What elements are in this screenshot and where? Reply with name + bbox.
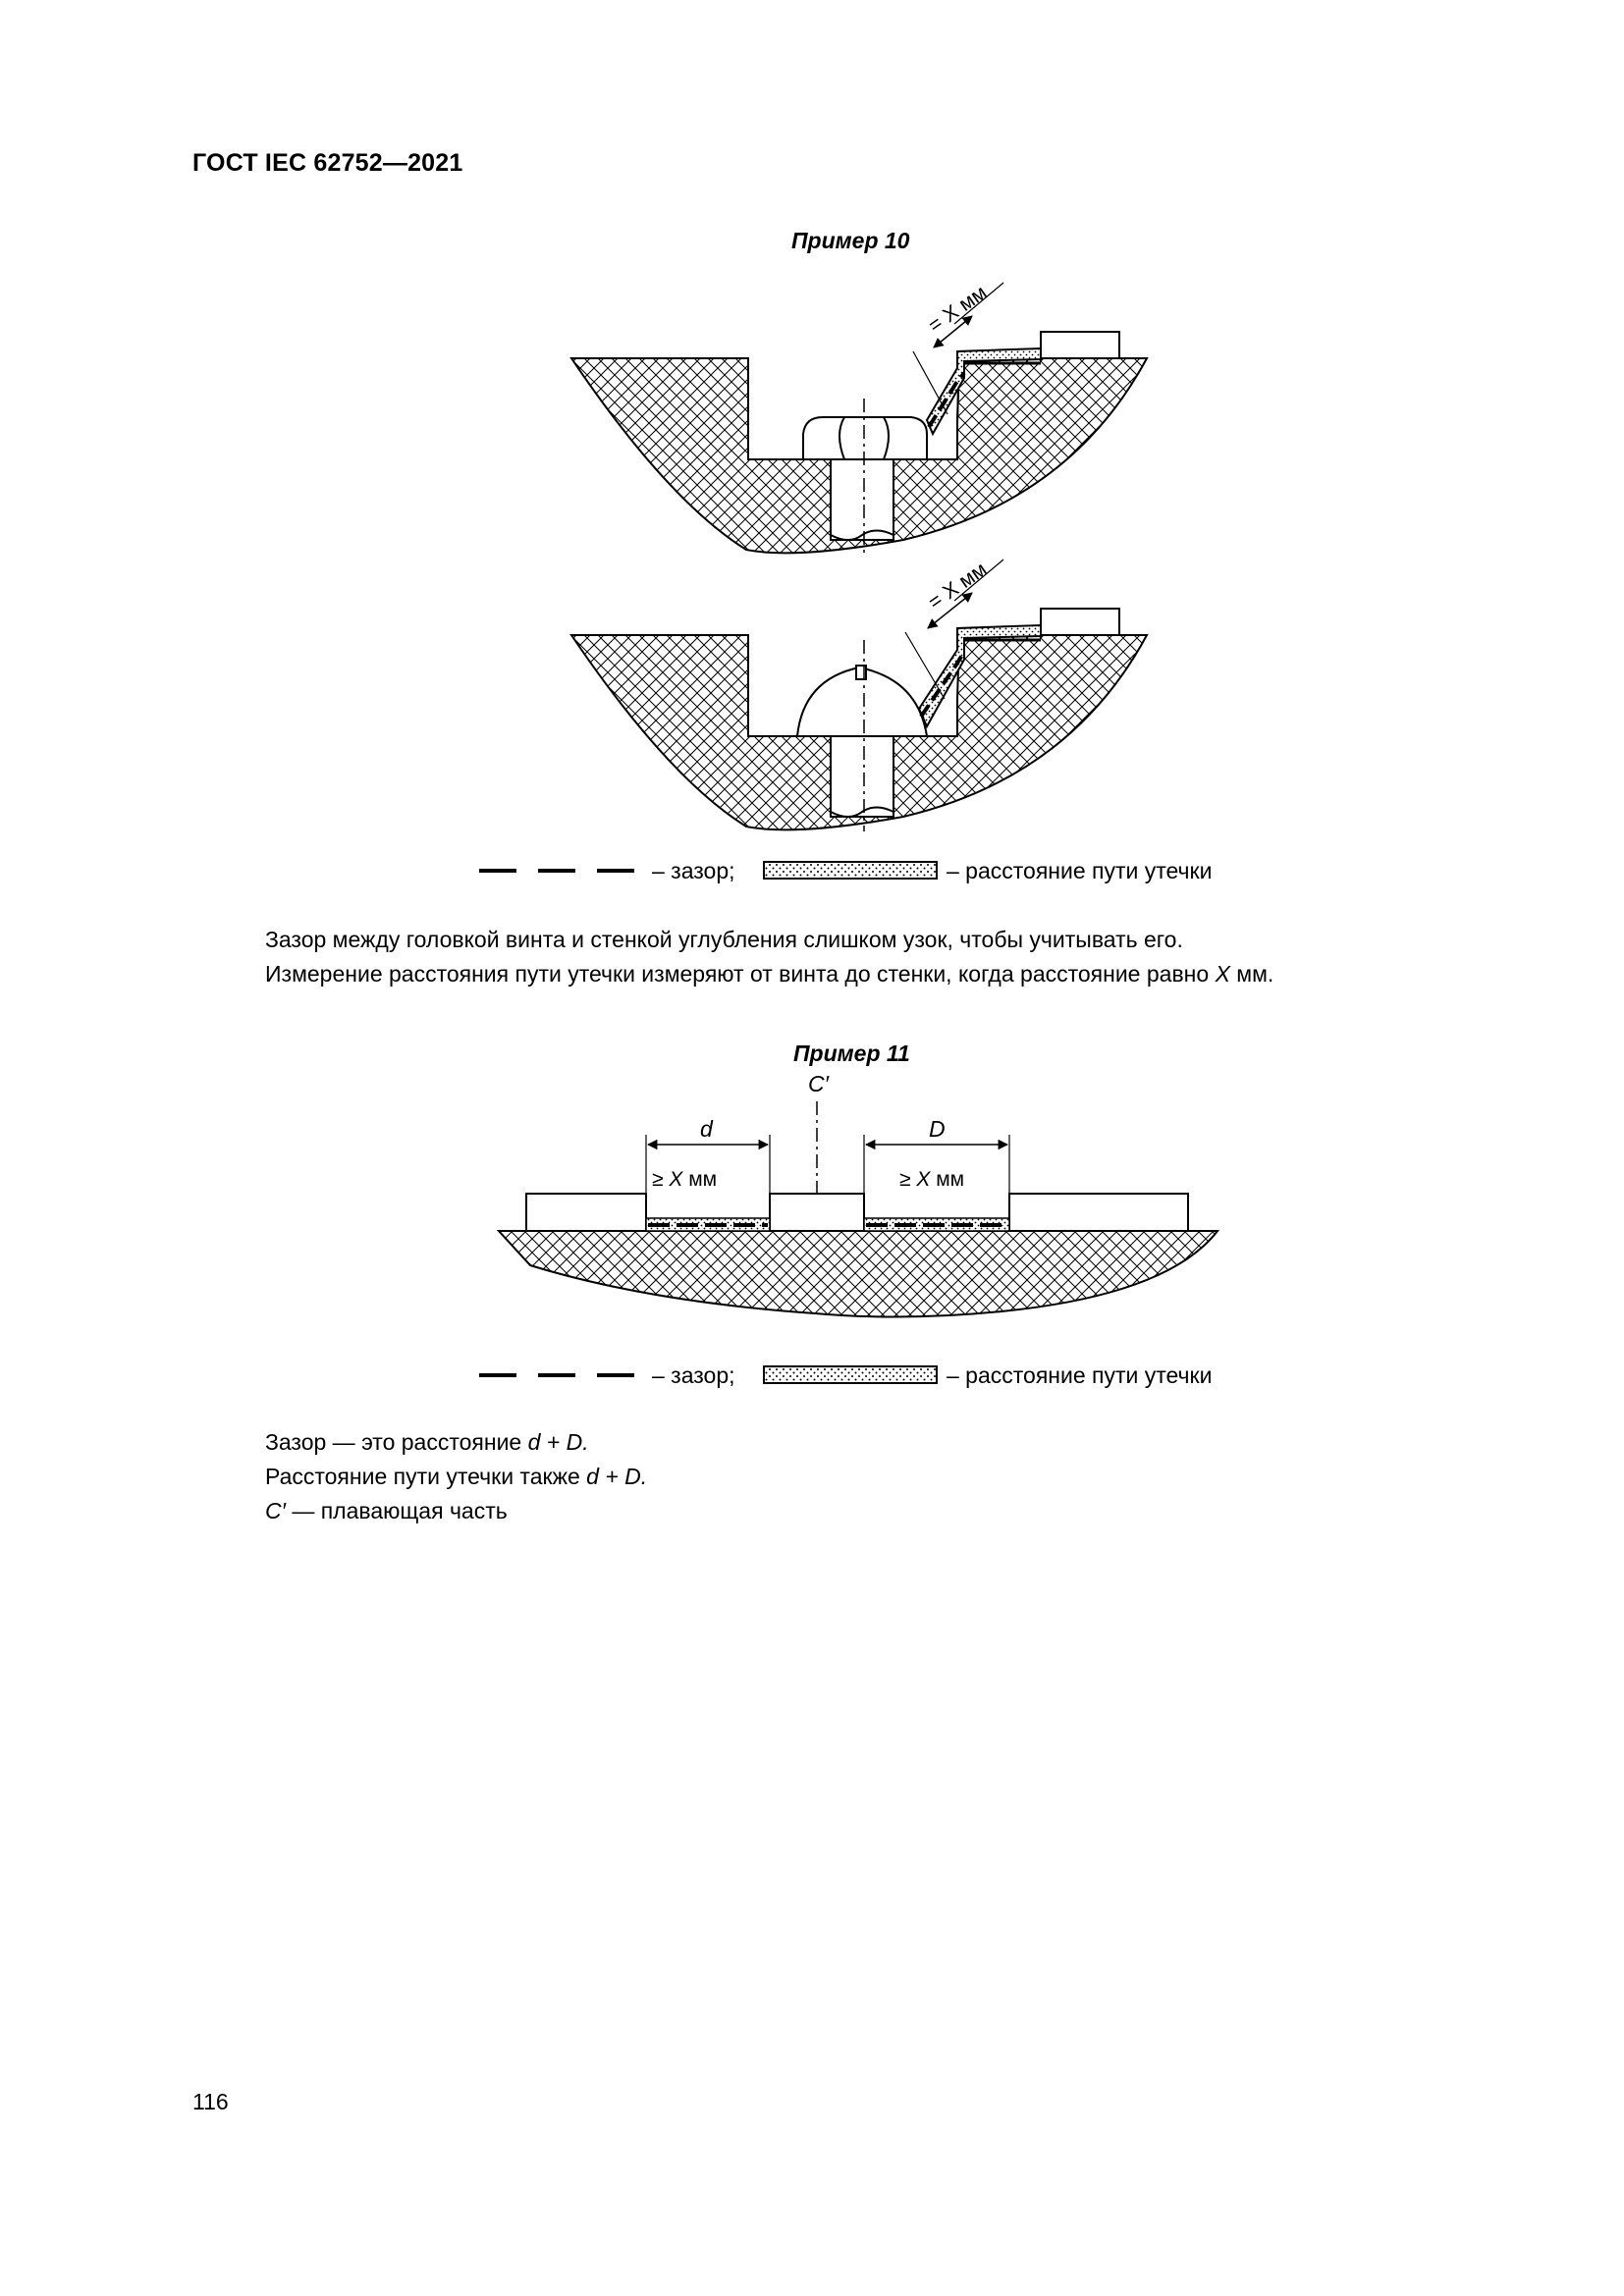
note-10-line-1: Зазор между головкой винта и стенкой углубления слишком узок, чтобы учитывать его.	[265, 927, 1183, 952]
legend-11-gap-label: – зазор;	[652, 1362, 735, 1388]
legend-10-creepage-label: – расстояние пути утечки	[947, 858, 1213, 883]
recess-round-screw	[571, 558, 1147, 831]
note-11-line-3: C′ — плавающая часть	[265, 1498, 508, 1523]
note-11-line-1: Зазор — это расстояние d + D.	[265, 1429, 589, 1455]
example-10-title: Пример 10	[791, 228, 910, 253]
note-11-line-2: Расстояние пути утечки также d + D.	[265, 1464, 648, 1489]
floating-part-c	[770, 1194, 864, 1231]
example-11-figure	[491, 1074, 1237, 1339]
page-number: 116	[192, 2089, 229, 2114]
recess-hex-screw	[571, 281, 1147, 555]
example-10-figure	[560, 265, 1168, 834]
legend-10-gap-label: – зазор;	[652, 858, 735, 883]
label-c-prime: C′	[808, 1074, 829, 1096]
creepage-swatch	[764, 1366, 937, 1383]
dimension-label-upper: = X мм	[924, 281, 992, 338]
label-d: d	[700, 1116, 713, 1142]
gap-label-right: ≥ X мм	[899, 1168, 965, 1191]
note-10-line-2: Измерение расстояния пути утечки измеряют от винта до стенки, когда расстояние равно X мм.	[265, 961, 1274, 987]
document-header: ГОСТ IEC 62752—2021	[192, 149, 463, 177]
legend-11-creepage-label: – расстояние пути утечки	[947, 1362, 1213, 1388]
left-part	[526, 1194, 646, 1231]
gap-label-left: ≥ X мм	[652, 1168, 718, 1191]
example-10-note	[265, 923, 1492, 991]
example-11-title: Пример 11	[793, 1041, 910, 1066]
base-body	[499, 1231, 1218, 1317]
label-D: D	[929, 1116, 946, 1142]
dimension-label-lower: = X мм	[924, 558, 992, 614]
creepage-swatch	[764, 862, 937, 879]
right-part	[1009, 1194, 1188, 1231]
example-11-notes	[265, 1425, 1443, 1528]
